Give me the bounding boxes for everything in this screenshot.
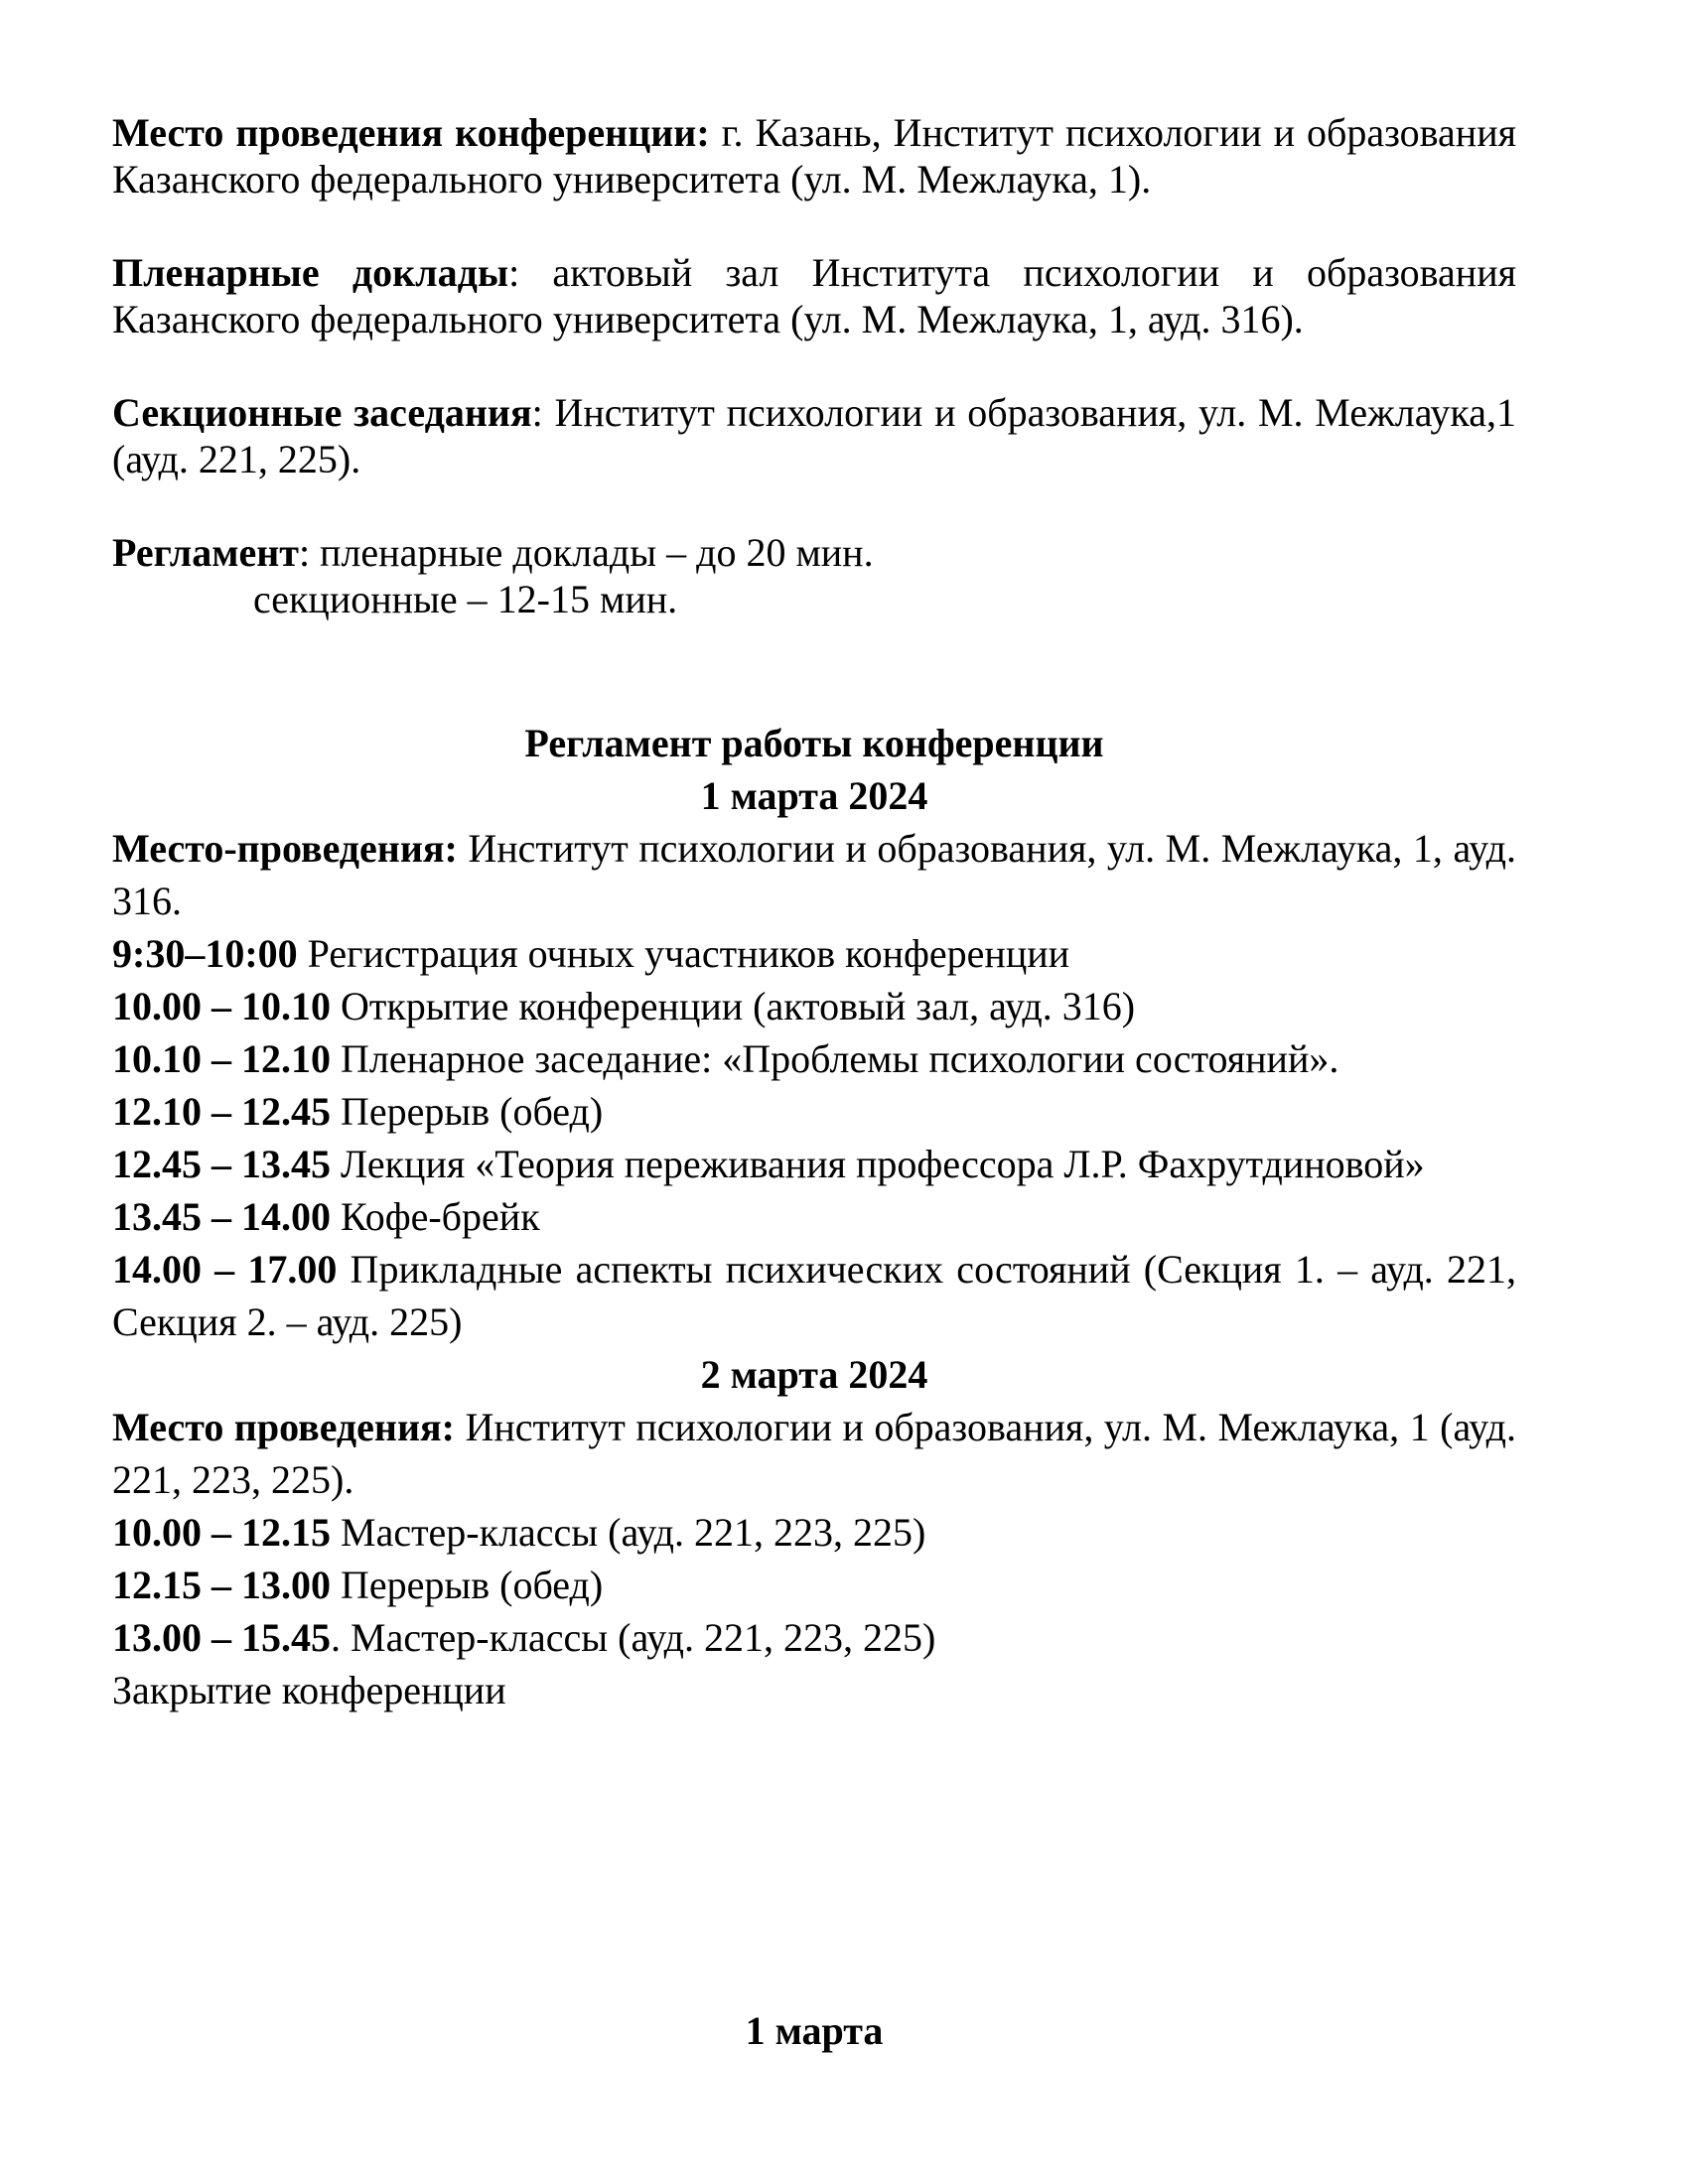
schedule-time: 13.00 – 15.45	[112, 1615, 331, 1660]
reglament-line2	[112, 576, 1516, 622]
schedule-item	[112, 927, 1516, 980]
day2-venue-label: Место проведения:	[112, 1405, 455, 1449]
program-title: Регламент работы конференции	[524, 721, 1104, 765]
schedule-text: . Мастер-классы (ауд. 221, 223, 225)	[331, 1615, 936, 1660]
schedule-time: 10.00 – 10.10	[112, 984, 331, 1028]
schedule-text: Регистрация очных участников конференции	[297, 931, 1070, 976]
schedule-item	[112, 1243, 1516, 1348]
reglament-label: Регламент	[112, 530, 299, 575]
venue-paragraph-plenary	[112, 249, 1516, 342]
venue-plenary-label: Пленарные доклады	[112, 250, 509, 295]
reglament-plenary-rule: : пленарные доклады – до 20 мин.	[298, 530, 874, 575]
schedule-text: Прикладные аспекты психических состояний (Секция 1. – ауд. 221, Секция 2. – ауд. 225)	[112, 1247, 1516, 1344]
venue-plenary-text: : актовый зал Института психологии и образования Казанского федерального университета (ул. М. Межлаука, 1, ауд. 316).	[112, 250, 1517, 341]
schedule-item	[112, 1138, 1516, 1190]
venue-paragraph-sections	[112, 389, 1516, 482]
day1-venue-paragraph	[112, 822, 1516, 927]
day2-venue-text: Институт психологии и образования, ул. М. Межлаука, 1 (ауд. 221, 223, 225).	[112, 1405, 1516, 1502]
schedule-time: 12.15 – 13.00	[112, 1563, 331, 1607]
reglament-section-rule: секционные – 12-15 мин.	[253, 577, 678, 621]
schedule-text: Перерыв (обед)	[331, 1563, 604, 1607]
venue-conference-text: г. Казань, Институт психологии и образования Казанского федерального университета (ул. М. Межлаука, 1).	[112, 110, 1516, 202]
day1-venue-text: Институт психологии и образования, ул. М. Межлаука, 1, ауд. 316.	[112, 826, 1516, 923]
closing-line: Закрытие конференции	[112, 1668, 506, 1712]
venue-sections-label: Секционные заседания	[112, 390, 532, 435]
schedule-item	[112, 1032, 1516, 1085]
schedule-time: 10.00 – 12.15	[112, 1510, 331, 1555]
schedule-time: 9:30–10:00	[112, 931, 298, 976]
schedule-text: Кофе-брейк	[331, 1194, 540, 1239]
schedule-item	[112, 980, 1516, 1032]
schedule-item	[112, 1085, 1516, 1138]
schedule-time: 13.45 – 14.00	[112, 1194, 331, 1239]
schedule-text: Пленарное заседание: «Проблемы психологии состояний».	[331, 1036, 1339, 1081]
day2-venue-paragraph	[112, 1401, 1516, 1506]
schedule-item	[112, 1190, 1516, 1243]
day1-venue-label: Место-проведения:	[112, 826, 458, 871]
reglament-line1	[112, 529, 1516, 576]
venue-conference-label: Место проведения конференции:	[112, 110, 710, 155]
day1-date-heading: 1 марта 2024	[700, 773, 928, 818]
schedule-item	[112, 1559, 1516, 1611]
schedule-text: Открытие конференции (актовый зал, ауд. 316)	[331, 984, 1136, 1028]
schedule-text: Мастер-классы (ауд. 221, 223, 225)	[331, 1510, 926, 1555]
schedule-item	[112, 1611, 1516, 1664]
day2-date-heading: 2 марта 2024	[700, 1352, 928, 1397]
schedule-time: 14.00 – 17.00	[112, 1247, 338, 1292]
schedule-time: 10.10 – 12.10	[112, 1036, 331, 1081]
schedule-time: 12.45 – 13.45	[112, 1142, 331, 1186]
schedule-time: 12.10 – 12.45	[112, 1089, 331, 1134]
schedule-text: Перерыв (обед)	[331, 1089, 604, 1134]
schedule-text: Лекция «Теория переживания профессора Л.Р. Фахрутдиновой»	[331, 1142, 1425, 1186]
venue-sections-text: : Институт психологии и образования, ул. М. Межлаука,1 (ауд. 221, 225).	[112, 390, 1516, 481]
schedule-item	[112, 1506, 1516, 1559]
next-page-date-heading: 1 марта	[745, 2008, 884, 2053]
venue-paragraph-conference	[112, 109, 1516, 203]
